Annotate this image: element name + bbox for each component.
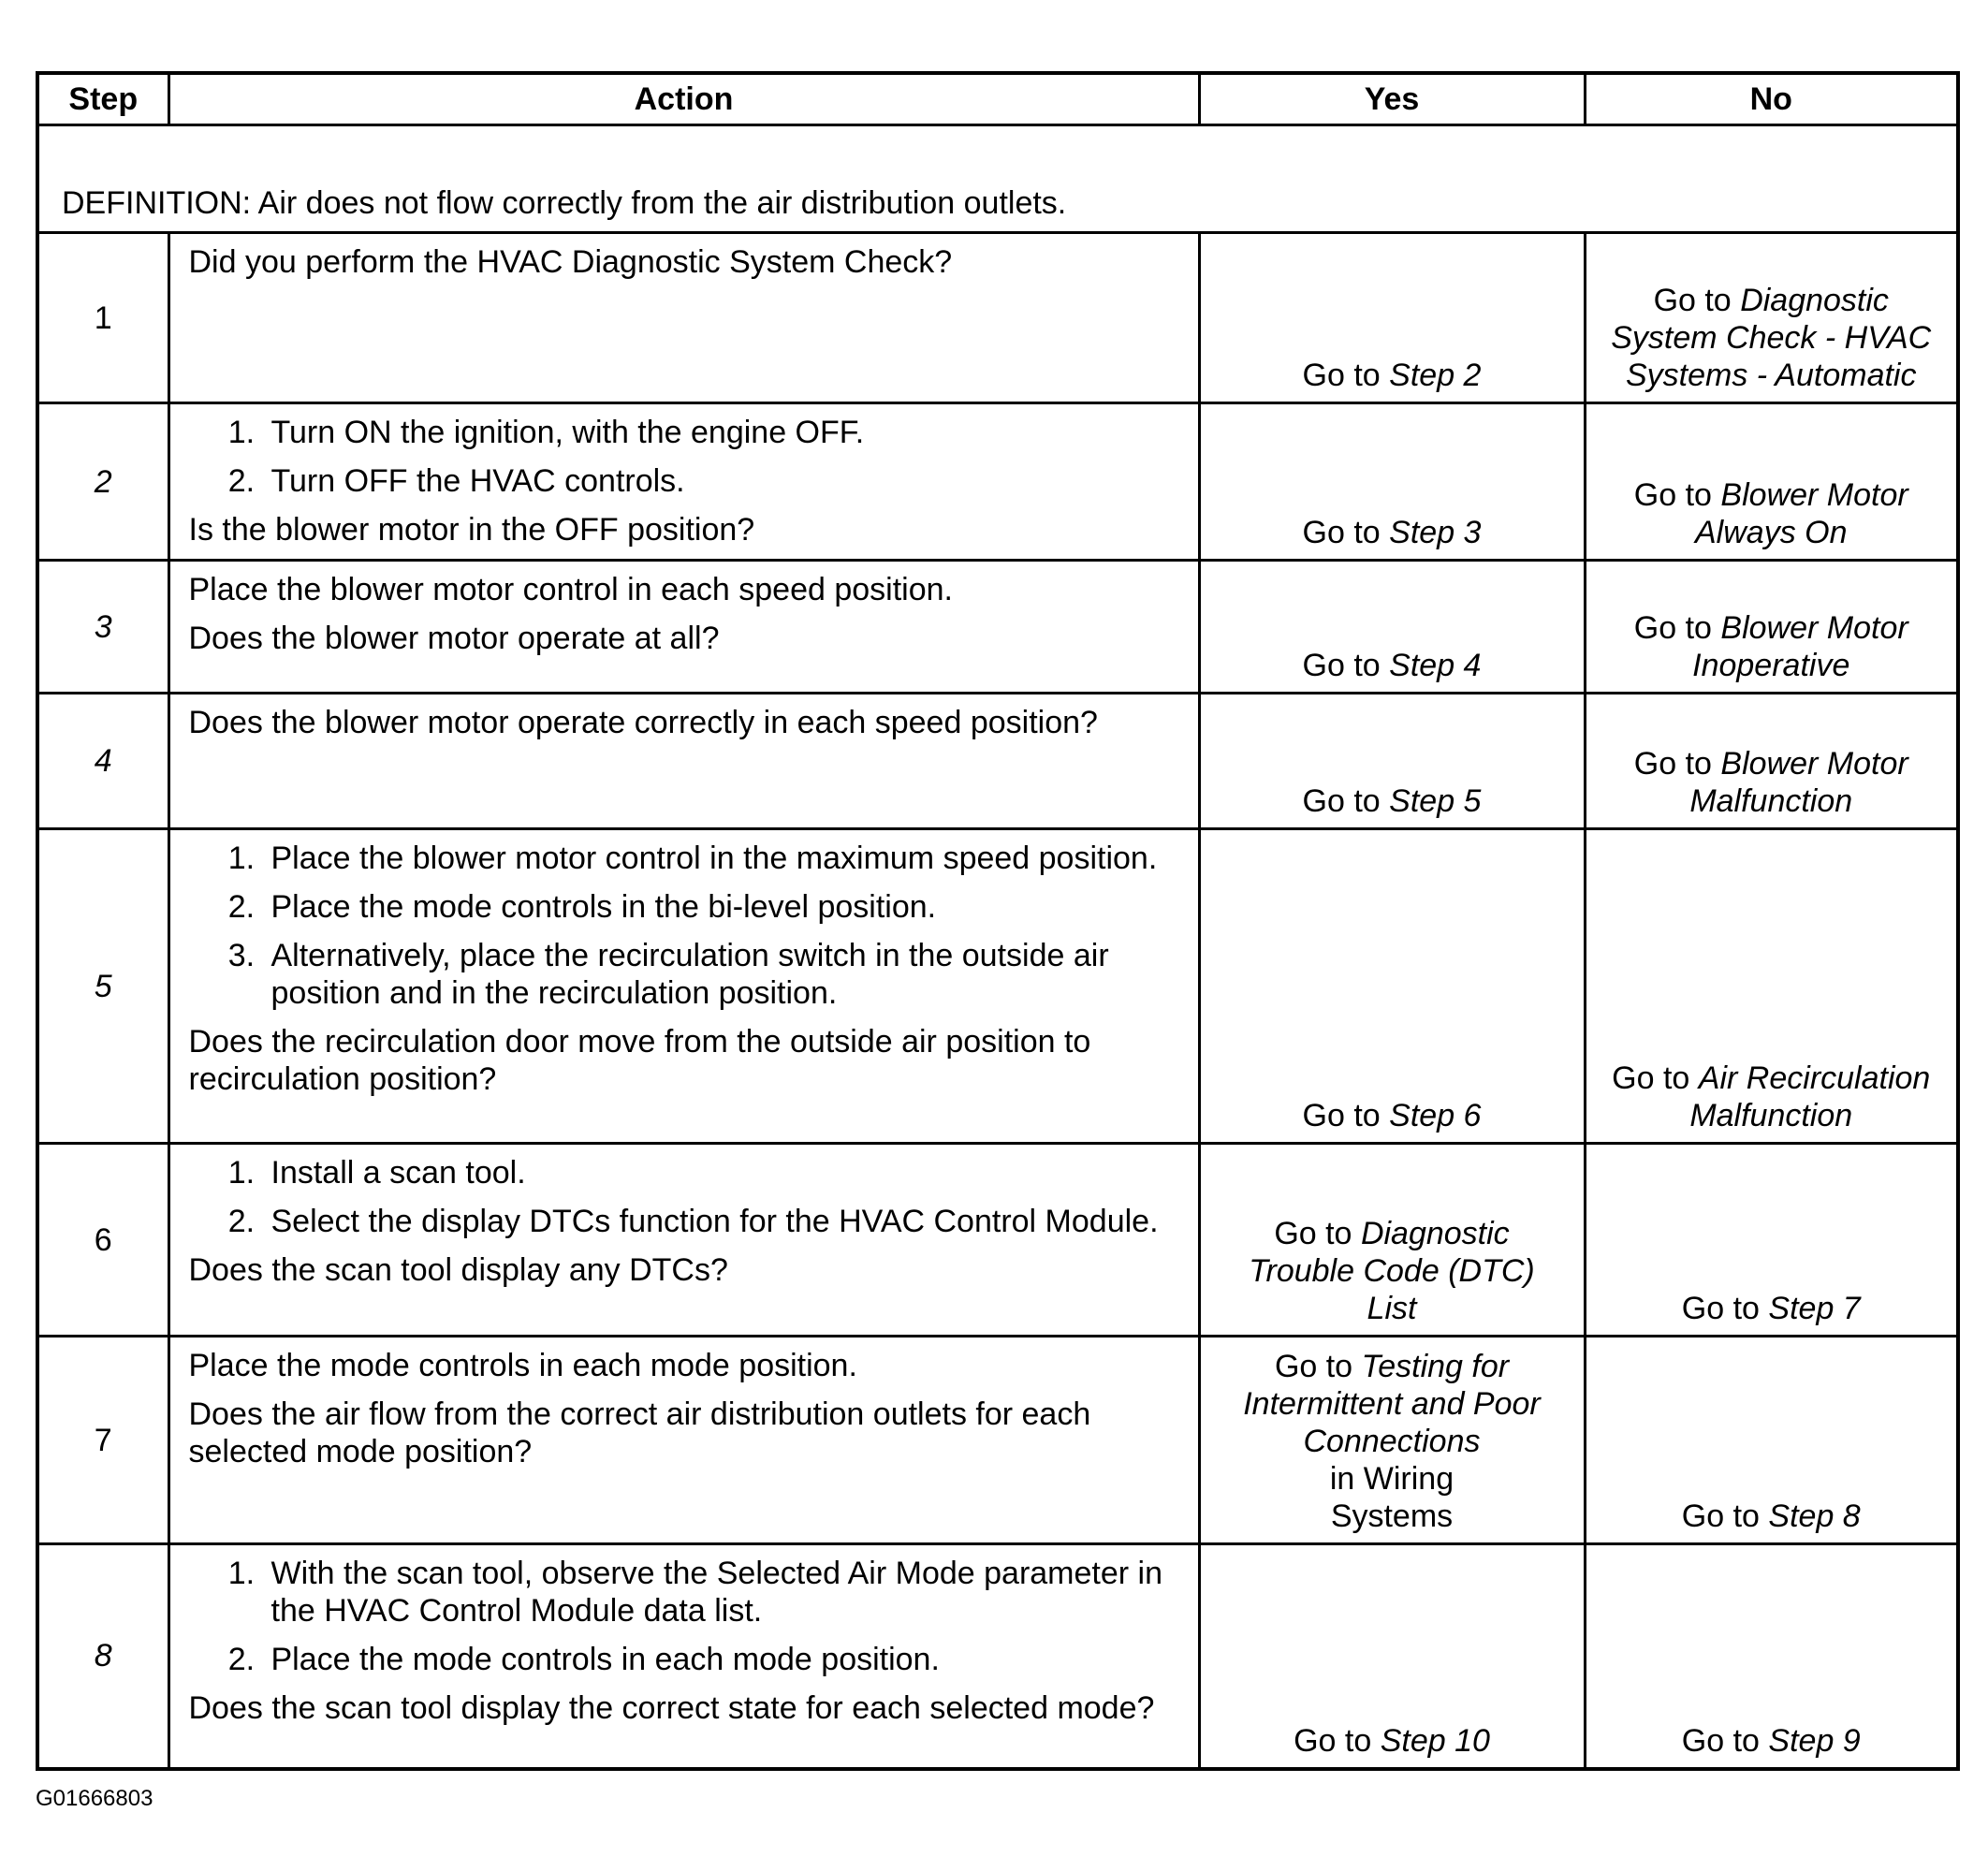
step-number: 6 [37, 1144, 168, 1337]
table-row [37, 1144, 1958, 1337]
list-item: 2. Select the display DTCs function for the HVAC Control Module. [264, 1203, 1179, 1240]
yes-ref: Step 3 [1389, 515, 1482, 550]
no-ref: Inoperative [1692, 648, 1850, 683]
yes-prefix: Go to [1274, 1349, 1353, 1384]
yes-ref: Step 5 [1389, 783, 1482, 819]
action-question: Does the scan tool display any DTCs? [188, 1252, 728, 1288]
no-ref: Air Recirculation [1698, 1060, 1931, 1096]
yes-prefix: Go to [1274, 1216, 1352, 1251]
yes-ref: List [1367, 1291, 1417, 1326]
list-item: 2. Place the mode controls in the bi-level position. [264, 888, 1179, 926]
yes-ref: Connections [1303, 1424, 1481, 1459]
yes-prefix: Go to [1302, 515, 1381, 550]
no-ref: Step 9 [1768, 1722, 1861, 1759]
table-row [37, 829, 1958, 1144]
yes-cell [1199, 829, 1585, 1144]
action-question: Does the recirculation door move from the outside air position to recirculation position? [188, 1024, 1091, 1097]
action-steps [189, 1154, 1179, 1240]
no-prefix: Go to [1633, 610, 1712, 646]
no-ref: Systems - Automatic [1626, 358, 1917, 393]
no-ref: Blower Motor [1720, 477, 1908, 513]
no-ref: Malfunction [1689, 1098, 1853, 1133]
header-row [37, 73, 1958, 125]
no-cell [1585, 561, 1958, 694]
diagnostic-table-container [36, 71, 1956, 1763]
no-cell [1585, 233, 1958, 403]
no-ref: Step 8 [1768, 1498, 1861, 1534]
no-ref: Diagnostic [1740, 283, 1889, 318]
step-number: 7 [37, 1337, 168, 1544]
yes-prefix: Go to [1294, 1722, 1372, 1759]
yes-cell [1199, 233, 1585, 403]
no-prefix: Go to [1633, 746, 1712, 782]
action-question: Does the blower motor operate at all? [188, 621, 720, 656]
no-ref: Always On [1695, 515, 1848, 550]
no-ref: Blower Motor [1720, 746, 1908, 782]
yes-cell [1199, 403, 1585, 561]
action-cell [168, 829, 1199, 1144]
yes-cell [1199, 561, 1585, 694]
no-prefix: Go to [1653, 283, 1732, 318]
no-cell [1585, 1144, 1958, 1337]
header-step: Step [37, 73, 168, 125]
yes-cell [1199, 1337, 1585, 1544]
no-cell [1585, 1337, 1958, 1544]
action-text: Place the blower motor control in each speed position. [188, 572, 953, 607]
step-number: 3 [37, 561, 168, 694]
step-number: 8 [37, 1544, 168, 1769]
yes-cell [1199, 694, 1585, 829]
list-item: 1. Install a scan tool. [264, 1154, 1179, 1191]
yes-ref: Step 6 [1389, 1098, 1482, 1133]
yes-cell [1199, 1144, 1585, 1337]
yes-suffix: in Wiring [1329, 1461, 1454, 1497]
yes-suffix: Systems [1330, 1498, 1454, 1534]
yes-ref: Step 10 [1380, 1722, 1490, 1759]
action-text: Place the mode controls in each mode position. [188, 1348, 857, 1383]
action-steps [189, 414, 1179, 500]
yes-prefix: Go to [1302, 783, 1381, 819]
definition-row [37, 125, 1958, 233]
table-row [37, 403, 1958, 561]
step-number: 5 [37, 829, 168, 1144]
step-number: 1 [37, 233, 168, 403]
no-prefix: Go to [1681, 1498, 1760, 1534]
step-number: 2 [37, 403, 168, 561]
no-ref: Malfunction [1689, 783, 1853, 819]
action-text: Does the blower motor operate correctly in each speed position? [188, 705, 1098, 740]
no-ref: Step 7 [1768, 1291, 1861, 1326]
yes-ref: Testing for [1361, 1349, 1510, 1384]
action-text: Did you perform the HVAC Diagnostic System Check? [188, 244, 953, 280]
yes-ref: Diagnostic [1360, 1216, 1510, 1251]
figure-id: G01666803 [36, 1786, 153, 1811]
action-question: Does the scan tool display the correct state for each selected mode? [188, 1690, 1155, 1726]
table-row [37, 233, 1958, 403]
list-item: 1. With the scan tool, observe the Selected Air Mode parameter in the HVAC Control Module data list. [264, 1555, 1179, 1630]
yes-ref: Trouble Code (DTC) [1249, 1253, 1535, 1289]
no-prefix: Go to [1681, 1722, 1760, 1759]
yes-prefix: Go to [1302, 648, 1381, 683]
yes-ref: Intermittent and Poor [1243, 1386, 1541, 1422]
table-row [37, 561, 1958, 694]
action-cell [168, 1337, 1199, 1544]
header-yes: Yes [1199, 73, 1585, 125]
list-item: 3. Alternatively, place the recirculation switch in the outside air position and in the recirculation position. [264, 937, 1179, 1012]
diagnostic-table [36, 71, 1960, 1771]
definition-text: DEFINITION: Air does not flow correctly from the air distribution outlets. [37, 125, 1958, 233]
yes-prefix: Go to [1302, 358, 1381, 393]
table-row [37, 694, 1958, 829]
yes-cell [1199, 1544, 1585, 1769]
action-cell [168, 561, 1199, 694]
list-item: 2. Turn OFF the HVAC controls. [264, 462, 1179, 500]
action-cell [168, 233, 1199, 403]
step-number: 4 [37, 694, 168, 829]
action-cell [168, 1144, 1199, 1337]
action-cell [168, 694, 1199, 829]
no-cell [1585, 403, 1958, 561]
header-action: Action [168, 73, 1199, 125]
yes-ref: Step 4 [1389, 648, 1482, 683]
table-row [37, 1544, 1958, 1769]
no-cell [1585, 694, 1958, 829]
action-cell [168, 1544, 1199, 1769]
yes-prefix: Go to [1302, 1098, 1381, 1133]
no-prefix: Go to [1633, 477, 1712, 513]
no-ref: Blower Motor [1720, 610, 1908, 646]
list-item: 2. Place the mode controls in each mode position. [264, 1641, 1179, 1678]
action-steps [189, 1555, 1179, 1678]
action-steps [189, 840, 1179, 1012]
no-prefix: Go to [1681, 1291, 1760, 1326]
action-cell [168, 403, 1199, 561]
table-row [37, 1337, 1958, 1544]
list-item: 1. Turn ON the ignition, with the engine OFF. [264, 414, 1179, 451]
no-cell [1585, 829, 1958, 1144]
no-cell [1585, 1544, 1958, 1769]
action-question: Does the air flow from the correct air distribution outlets for each selected mode position? [188, 1396, 1091, 1469]
list-item: 1. Place the blower motor control in the maximum speed position. [264, 840, 1179, 877]
header-no: No [1585, 73, 1958, 125]
action-question: Is the blower motor in the OFF position? [188, 512, 755, 548]
no-ref: System Check - HVAC [1611, 320, 1932, 356]
yes-ref: Step 2 [1389, 358, 1482, 393]
no-prefix: Go to [1612, 1060, 1690, 1096]
